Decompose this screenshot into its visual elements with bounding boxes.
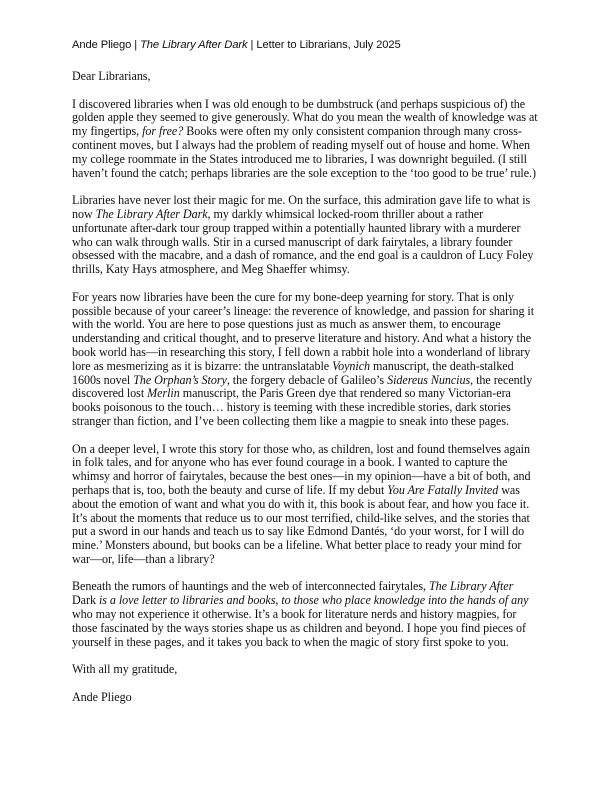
text-line (72, 594, 544, 608)
text-line (72, 263, 544, 277)
text-segment: with the world. You are here to pose questions just as much as answer them, to encourage (72, 317, 501, 332)
text-segment: in folk tales, and for anyone who has ever found courage in a book. I wanted to capture the (72, 455, 508, 470)
text-line (72, 111, 544, 125)
italic-title: Sidereus Nuncius (387, 372, 471, 387)
text-segment: my college roommate in the States introduced me to libraries, I was downright beguiled. (I still (72, 151, 527, 166)
text-line (72, 194, 544, 208)
text-segment: books poisonous to the touch… history is teeming with these incredible stories, dark stories (72, 400, 511, 415)
closing: With all my gratitude, (72, 662, 178, 677)
text-segment: continent moves, but I always had the problem of reading myself out of house and home. When (72, 137, 531, 152)
text-segment: possible because of your career’s lineage: the reverence of knowledge, and passion for sharing it (72, 303, 535, 318)
text-segment: war—or, life—than a library? (72, 551, 215, 566)
text-segment: It’s about the moments that reduce us to our most terrified, child-like selves, and the stories that (72, 510, 530, 525)
text-line (72, 498, 544, 512)
text-segment: understanding and critical thought, and to preserve literature and history. And what a history the (72, 331, 532, 346)
salutation: Dear Librarians, (72, 69, 151, 83)
letter-body (72, 70, 544, 718)
text-line (72, 139, 544, 153)
signature: Ande Pliego (72, 689, 132, 704)
text-line (72, 484, 544, 498)
italic-title: Voynich (332, 358, 371, 373)
paragraphs (72, 98, 544, 650)
text-segment: I discovered libraries when I was old enough to be dumbstruck (and perhaps suspicious of) the (72, 96, 526, 111)
text-line (72, 580, 544, 594)
text-segment: , my darkly whimsical locked-room thriller about a rather (207, 206, 484, 221)
text-segment: unfortunate after-dark tour group trapped within a potentially haunted library with a murderer (72, 220, 521, 235)
header-book-title: The Library After Dark (140, 39, 248, 51)
text-segment: put a sword in our hands and teach us to say like Edmond Dantés, ‘do your worst, for I will do (72, 524, 525, 539)
text-segment: , the recently (470, 372, 533, 387)
text-line (72, 387, 544, 401)
text-line (72, 346, 544, 360)
page-header (72, 38, 542, 52)
text-line (72, 167, 544, 181)
text-segment: mine.’ Monsters abound, but books can be a lifeline. What better place to ready your mind for (72, 538, 522, 553)
header-separator: | (131, 39, 141, 51)
text-line (72, 622, 544, 636)
text-segment: Books were often my only consistent companion through many cross- (183, 124, 522, 139)
text-segment: , the forgery debacle of Galileo’s (226, 372, 388, 387)
text-segment: about the emotion of want and what you do with it, this book is about fear, and how you face it. (72, 496, 530, 511)
text-line (72, 125, 544, 139)
text-segment: those fascinated by the ways stories shape us as children and beyond. I hope you find pieces of (72, 620, 527, 635)
text-segment: haven’t found the catch; perhaps libraries are the sole exception to the ‘too good to be true’ rule.) (72, 165, 536, 180)
text-segment: whimsy and horror of fairytales, because the best ones—in my opinion—have a bit of both, and (72, 469, 531, 484)
header-doc-label: Letter to Librarians, July 2025 (256, 39, 401, 51)
text-line (72, 332, 544, 346)
text-segment: discovered lost (72, 386, 148, 401)
text-line (72, 222, 544, 236)
text-segment: golden apple they seemed to give generously. What do you mean the wealth of knowledge was at (72, 110, 538, 125)
header-separator: | (247, 39, 257, 51)
text-line (72, 443, 544, 457)
text-line (72, 525, 544, 539)
text-line (72, 553, 544, 567)
text-line (72, 153, 544, 167)
text-line (72, 208, 544, 222)
text-line (72, 456, 544, 470)
text-segment: manuscript, the Paris Green dye that rendered so many Victorian-era (179, 386, 511, 401)
text-segment: manuscript, the death-stalked (370, 358, 514, 373)
text-line (72, 98, 544, 112)
header-author: Ande Pliego (72, 39, 132, 51)
text-segment: yourself in these pages, and it takes you back to when the magic of story first spoke to you. (72, 634, 509, 649)
text-line (72, 305, 544, 319)
italic-title: You Are Fatally Invited (387, 482, 499, 497)
text-line (72, 360, 544, 374)
text-line (72, 512, 544, 526)
text-segment: Dark (72, 593, 96, 608)
text-line (72, 236, 544, 250)
italic-title: The Orphan’s Story (133, 372, 227, 387)
italic-title: Merlin (147, 386, 180, 401)
text-segment: lore as mesmerizing as it is bizarre: the untranslatable (72, 358, 333, 373)
italic-title: for free? (142, 124, 184, 139)
text-segment: who can walk through walls. Stir in a cursed manuscript of dark fairytales, a library founder (72, 234, 513, 249)
text-segment: thrills, Katy Hays atmosphere, and Meg Shaeffer whimsy. (72, 262, 350, 277)
text-line (72, 318, 544, 332)
paragraph (72, 580, 544, 649)
text-segment: stranger than fiction, and I’ve been collecting them like a magpie to sneak into these pages. (72, 413, 509, 428)
text-segment: For years now libraries have been the cure for my bone-deep yearning for story. That is only (72, 289, 515, 304)
text-line (72, 636, 544, 650)
text-line (72, 291, 544, 305)
italic-title: The Library After (428, 579, 514, 594)
text-segment: obsessed with the macabre, and a dash of romance, and the end goal is a cauldron of Lucy Foley (72, 248, 534, 263)
text-segment: who may not experience it otherwise. It’s a book for literature nerds and history magpies, for (72, 607, 517, 622)
text-line (72, 374, 544, 388)
text-segment: my fingertips, (72, 124, 143, 139)
paragraph (72, 291, 544, 429)
paragraph (72, 443, 544, 567)
text-segment: was (498, 482, 520, 497)
text-segment: perhaps that is, too, both the beauty and curse of life. If my debut (72, 482, 388, 497)
text-segment: Libraries have never lost their magic for me. On the surface, this admiration gave life to what is (72, 193, 531, 208)
text-segment: book world has—in researching this story, I fell down a rabbit hole into a wonderland of library (72, 344, 531, 359)
text-line (72, 608, 544, 622)
paragraph (72, 98, 544, 181)
paragraph (72, 194, 544, 277)
text-segment: On a deeper level, I wrote this story for those who, as children, lost and found themselves again (72, 441, 530, 456)
text-line (72, 401, 544, 415)
text-segment: Beneath the rumors of hauntings and the web of interconnected fairytales, (72, 579, 429, 594)
italic-title: The Library After Dark (95, 206, 208, 221)
text-line (72, 415, 544, 429)
text-line (72, 539, 544, 553)
text-line (72, 249, 544, 263)
text-segment: now (72, 206, 96, 221)
italic-title: is a love letter to libraries and books, to those who place knowledge into the hands of any (95, 593, 529, 608)
text-segment: 1600s novel (72, 372, 134, 387)
text-line (72, 470, 544, 484)
